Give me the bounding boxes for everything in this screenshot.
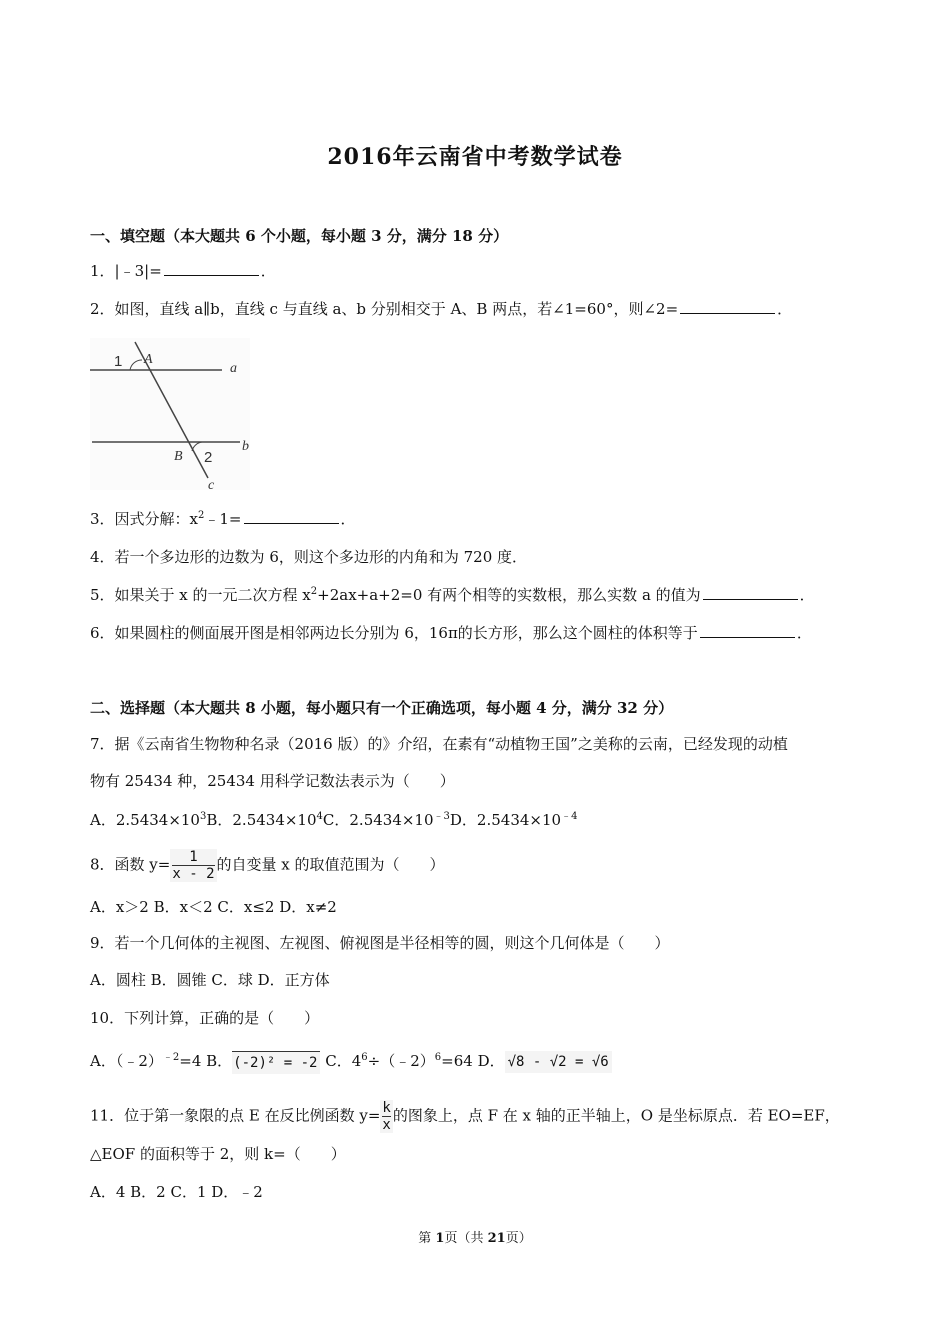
parallel-lines-diagram [90,338,250,490]
option-c-post: =64 D． [441,1052,505,1070]
fraction-denominator: x [382,1117,391,1133]
option-b-sqrt-expression: (-2)² = -2 [232,1051,320,1074]
page-footer [0,1227,950,1246]
question-8-options: A．x＞2 B．x＜2 C．x≤2 D．x≠2 [90,898,337,916]
footer-mid: 页（共 [444,1231,488,1246]
question-1-text: 1．|﹣3|= [90,262,162,280]
exponent: 6 [434,1052,442,1063]
question-6 [90,622,870,644]
question-4: 4．若一个多边形的边数为 6，则这个多边形的内角和为 720 度． [90,548,528,566]
question-3-end: ． [340,510,356,528]
exponent: ﹣2 [162,1052,180,1063]
question-9-options: A．圆柱 B．圆锥 C．球 D．正方体 [90,971,330,989]
page-title: 2016年云南省中考数学试卷 [327,144,623,170]
question-7-line-2: 物有 25434 种，25434 用科学记数法表示为（ ） [90,772,455,790]
option-b: B．2.5434×10 [206,811,317,829]
question-7-line-1: 7．据《云南省生物物种名录（2016 版）的》介绍，在素有“动植物王国”之美称的云南，已经发现的动植 [90,735,788,753]
question-8 [90,849,870,882]
question-2-text: 2．如图，直线 a∥b，直线 c 与直线 a、b 分别相交于 A、B 两点，若∠1=60°，则∠2= [90,300,679,318]
question-1-end: ． [260,262,276,280]
page-number: 1 [435,1231,445,1246]
label-line-c: c [208,478,215,490]
question-2-end: ． [777,300,793,318]
question-5-text-post: +2ax+a+2=0 有两个相等的实数根，那么实数 a 的值为 [317,586,701,604]
question-1 [90,260,870,282]
section-heading-multiple-choice: 二、选择题（本大题共 8 小题，每小题只有一个正确选项，每小题 4 分，满分 32 分） [90,699,674,717]
option-c: C．2.5434×10 [322,811,434,829]
option-d-sqrt-expression: √8 - √2 = √6 [505,1051,612,1073]
exponent: 3 [199,811,207,822]
question-11-text: 11．位于第一象限的点 E 在反比例函数 y= [90,1106,381,1125]
option-c-mid: ÷（﹣2） [367,1052,435,1070]
option-c: C．4 [320,1052,362,1070]
label-point-a: A [144,352,153,367]
total-pages: 21 [487,1231,506,1246]
answer-blank [703,584,798,600]
exponent: 4 [316,811,323,822]
angle-1-arc [130,360,142,370]
question-11-text-post: 的图象上，点 F 在 x 轴的正半轴上，O 是坐标原点．若 EO=EF， [392,1106,840,1125]
label-point-b: B [174,449,183,464]
section-heading-fill-in: 一、填空题（本大题共 6 个小题，每小题 3 分，满分 18 分） [90,227,509,245]
question-11 [90,1100,870,1133]
fraction-numerator: 1 [172,849,214,866]
question-5-text: 5．如果关于 x 的一元二次方程 x [90,586,311,604]
question-5 [90,584,870,606]
label-line-b: b [242,439,249,454]
exponent: 6 [361,1052,368,1063]
question-6-text: 6．如果圆柱的侧面展开图是相邻两边长分别为 6，16π的长方形，那么这个圆柱的体积等于 [90,624,698,642]
question-3 [90,508,870,530]
label-angle-2: 2 [204,449,213,466]
footer-pre: 第 [418,1231,436,1246]
footer-post: 页） [505,1231,532,1246]
question-2 [90,298,870,320]
exponent: 2 [198,510,205,521]
question-3-text-post: ﹣1= [204,510,242,528]
option-d: D．2.5434×10 [449,811,562,829]
question-10: 10．下列计算，正确的是（ ） [90,1009,320,1027]
fraction-1-over-x-minus-2 [170,849,216,882]
question-10-options [90,1050,870,1074]
answer-blank [680,298,775,314]
question-5-end: ． [799,586,815,604]
answer-blank [164,260,259,276]
question-8-text: 8．函数 y= [90,855,171,874]
question-6-end: ． [796,624,812,642]
question-9: 9．若一个几何体的主视图、左视图、俯视图是半径相等的圆，则这个几何体是（ ） [90,934,670,952]
exponent: 2 [310,586,318,597]
fraction-denominator: x - 2 [172,866,215,882]
label-line-a: a [230,361,237,376]
option-a: A．（﹣2） [90,1052,163,1070]
question-7-options [90,809,870,831]
exponent: ﹣3 [433,811,450,822]
fraction-k-over-x [380,1100,392,1133]
parallel-lines-figure [90,338,250,490]
fraction-numerator: k [382,1100,391,1116]
option-a: A．2.5434×10 [90,811,200,829]
exponent: ﹣4 [561,811,578,822]
answer-blank [244,508,339,524]
question-11-line-2: △EOF 的面积等于 2，则 k=（ ） [90,1145,346,1163]
label-angle-1: 1 [114,353,123,370]
question-3-text: 3．因式分解：x [90,510,199,528]
question-11-options: A．4 B．2 C．1 D．﹣2 [90,1183,263,1201]
answer-blank [700,622,795,638]
option-a-post: =4 B． [179,1052,233,1070]
question-8-text-post: 的自变量 x 的取值范围为（ ） [216,855,445,874]
